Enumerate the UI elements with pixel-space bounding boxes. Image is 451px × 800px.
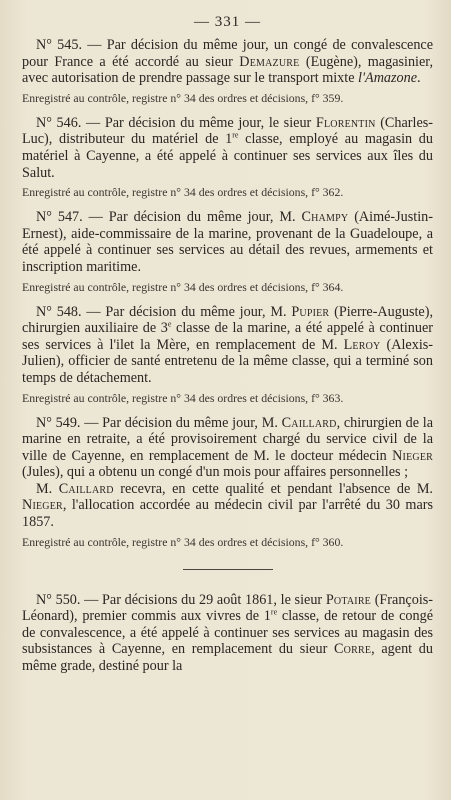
person-name: Leroy [343, 336, 381, 353]
entry-number: N° 547. [36, 209, 83, 226]
entry-547-text: N° 547. — Par décision du même jour, M. Champy (Aimé-Justin-Ernest), aide-commissaire de la marine, provenant de la Guadeloupe, a été appelé à continuer ses services au détail des revues, armements et inscription maritime. [22, 209, 433, 275]
entry-number: N° 545. [36, 37, 83, 53]
person-name: Champy [301, 209, 349, 226]
person-name: Potaire [325, 591, 371, 608]
person-name: Caillard [58, 480, 114, 497]
person-name: Demazure [239, 53, 300, 70]
entry-number: N° 546. [36, 114, 82, 131]
registration-note: Enregistré au contrôle, registre n° 34 des ordres et décisions, f° 364. [22, 279, 344, 294]
person-name: Caillard [281, 414, 337, 431]
entry-number: N° 548. [36, 303, 82, 320]
entry-546 [22, 115, 433, 199]
person-name: Corre [334, 641, 372, 658]
registration-note: Enregistré au contrôle, registre n° 34 des ordres et décisions, f° 363. [22, 390, 344, 405]
person-name: Florentin [315, 114, 376, 131]
entry-548 [22, 304, 433, 405]
entry-547 [22, 209, 433, 293]
entry-550 [22, 592, 433, 675]
person-name: Nieger [392, 447, 433, 464]
section-separator-rule [183, 569, 273, 570]
entry-number: N° 550. [36, 591, 81, 608]
person-name: Pupier [291, 303, 330, 320]
entry-550-text: N° 550. — Par décisions du 29 août 1861, le sieur Potaire (François-Léonard), premier commis aux vivres de 1re classe, de retour de congé de convalescence, a été appelé à continuer ses services au magasin des subsistances à Cayenne, en remplacement du sieur Corre, agent du même grade, destiné pour la [22, 591, 434, 675]
entry-545 [22, 37, 433, 105]
registration-note: Enregistré au contrôle, registre n° 34 des ordres et décisions, f° 360. [22, 534, 344, 549]
registration-note: Enregistré au contrôle, registre n° 34 des ordres et décisions, f° 359. [22, 90, 344, 105]
entry-549-text: N° 549. — Par décision du même jour, M. Caillard, chirurgien de la marine en retraite, a été provisoirement chargé du service civil de la ville de Cayenne, en remplacement de M. le docteur médecin Nieger (Jules), qui a obtenu un congé d'un mois pour affaires personnelles ; [22, 414, 433, 481]
entry-number: N° 549. [36, 414, 81, 431]
page-number: — 331 — [194, 14, 261, 30]
entry-548-text: N° 548. — Par décision du même jour, M. Pupier (Pierre-Auguste), chirurgien auxiliaire de 3e classe de la marine, a été appelé à continuer ses services à l'ilet la Mère, en remplacement de M. Leroy (Alexis-Julien), officier de santé entretenu de la même classe, qui a terminé son temps de détachement. [22, 303, 434, 386]
registration-note: Enregistré au contrôle, registre n° 34 des ordres et décisions, f° 362. [22, 185, 344, 200]
ship-name: l'Amazone [358, 70, 418, 87]
entry-549-text-continued: M. Caillard recevra, en cette qualité et pendant l'absence de M. Nieger, l'allocation accordée au médecin civil par l'arrêté du 30 mars 1857. [22, 480, 433, 531]
entry-546-text: N° 546. — Par décision du même jour, le sieur Florentin (Charles-Luc), distributeur du matériel de 1re classe, employé au magasin du matériel à Cayenne, a été appelé à continuer ses services aux îles du Salut. [22, 114, 433, 181]
entry-545-text: N° 545. — Par décision du même jour, un congé de convalescence pour France a été accordé au sieur Demazure (Eugène), magasinier, avec autorisation de prendre passage sur le transport mixte l'Amazone. [22, 37, 434, 87]
entry-549 [22, 415, 433, 549]
person-name: Nieger [22, 497, 63, 514]
